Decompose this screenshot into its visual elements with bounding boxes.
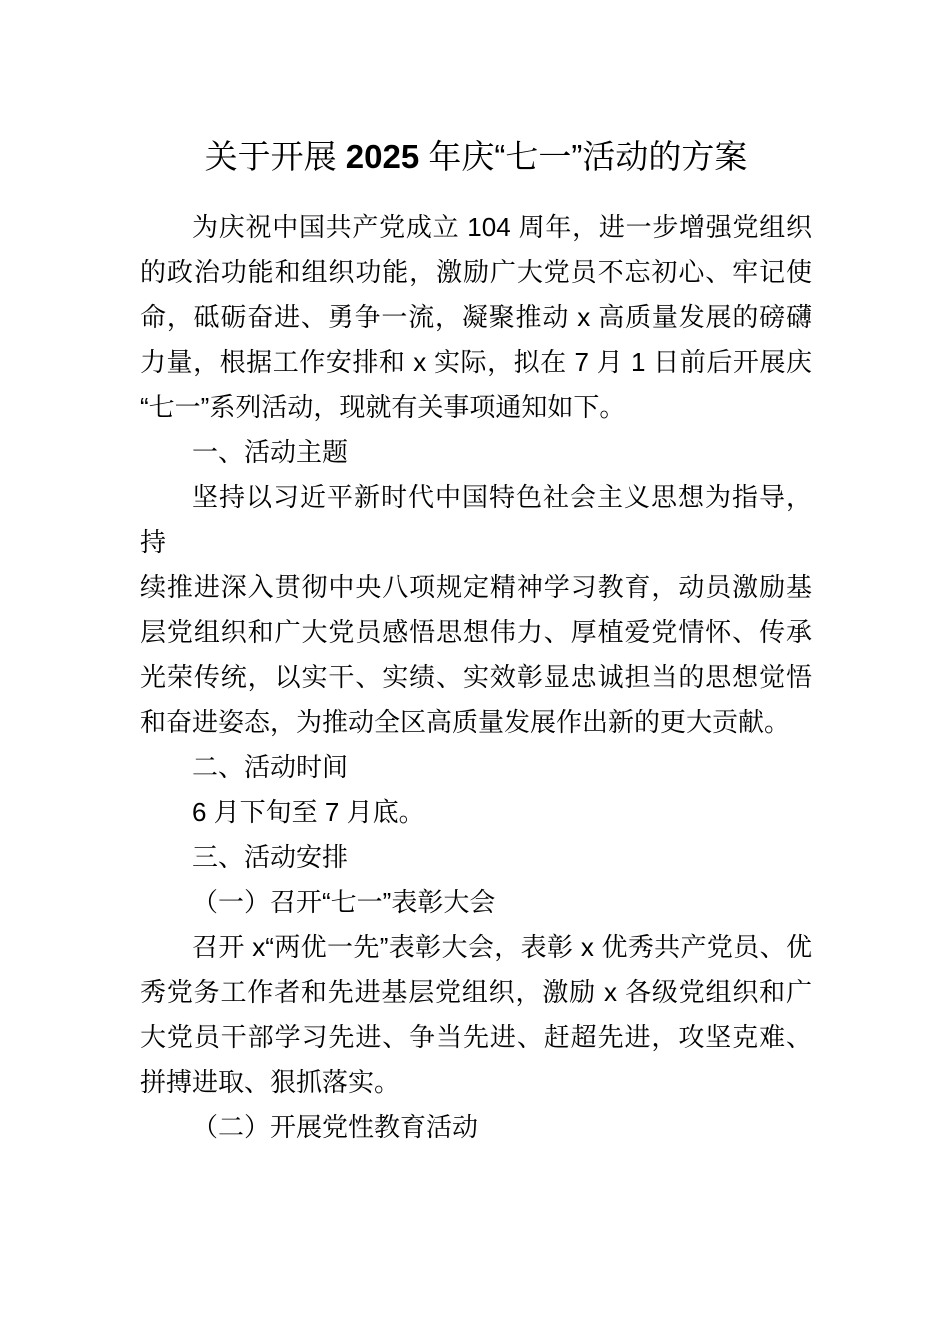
text-line: 大党员干部学习先进、争当先进、赶超先进，攻坚克难、	[140, 1022, 812, 1052]
paragraph	[140, 205, 812, 430]
text-line: 秀党务工作者和先进基层党组织，激励 x 各级党组织和广	[140, 977, 812, 1007]
text-line: 命，砥砺奋进、勇争一流，凝聚推动 x 高质量发展的磅礴	[140, 302, 812, 332]
doc-title	[140, 131, 812, 183]
text-line: 为庆祝中国共产党成立 104 周年，进一步增强党组织	[192, 212, 812, 242]
text-line: 续推进深入贯彻中央八项规定精神学习教育，动员激励基	[140, 572, 812, 602]
title-year: 2025	[345, 138, 420, 175]
section-heading: （二）开展党性教育活动	[192, 1112, 479, 1142]
text-line: 力量，根据工作安排和 x 实际，拟在 7 月 1 日前后开展庆	[140, 347, 812, 377]
text-line: 6 月下旬至 7 月底。	[192, 797, 425, 827]
title-text: 关于开展	[204, 138, 346, 175]
title-text: 年庆“七一”活动的方案	[419, 138, 748, 175]
paragraph	[140, 925, 812, 1105]
section-heading: 一、活动主题	[192, 437, 349, 467]
paragraph	[140, 790, 812, 835]
text-line: 拼搏进取、狠抓落实。	[140, 1067, 401, 1097]
text-line: 和奋进姿态，为推动全区高质量发展作出新的更大贡献。	[140, 707, 791, 737]
text-line: “七一”系列活动，现就有关事项通知如下。	[140, 392, 626, 422]
text-line: 坚持以习近平新时代中国特色社会主义思想为指导，持	[140, 482, 812, 557]
paragraph	[140, 475, 812, 745]
text-line: 召开 x“两优一先”表彰大会，表彰 x 优秀共产党员、优	[192, 932, 812, 962]
document-body	[140, 131, 812, 1150]
text-line: 的政治功能和组织功能，激励广大党员不忘初心、牢记使	[140, 257, 812, 287]
section-heading: 二、活动时间	[192, 752, 349, 782]
text-line: 层党组织和广大党员感悟思想伟力、厚植爱党情怀、传承	[140, 617, 812, 647]
section-heading: 三、活动安排	[192, 842, 349, 872]
text-line: 光荣传统，以实干、实绩、实效彰显忠诚担当的思想觉悟	[140, 662, 812, 692]
section-heading: （一）召开“七一”表彰大会	[192, 887, 496, 917]
